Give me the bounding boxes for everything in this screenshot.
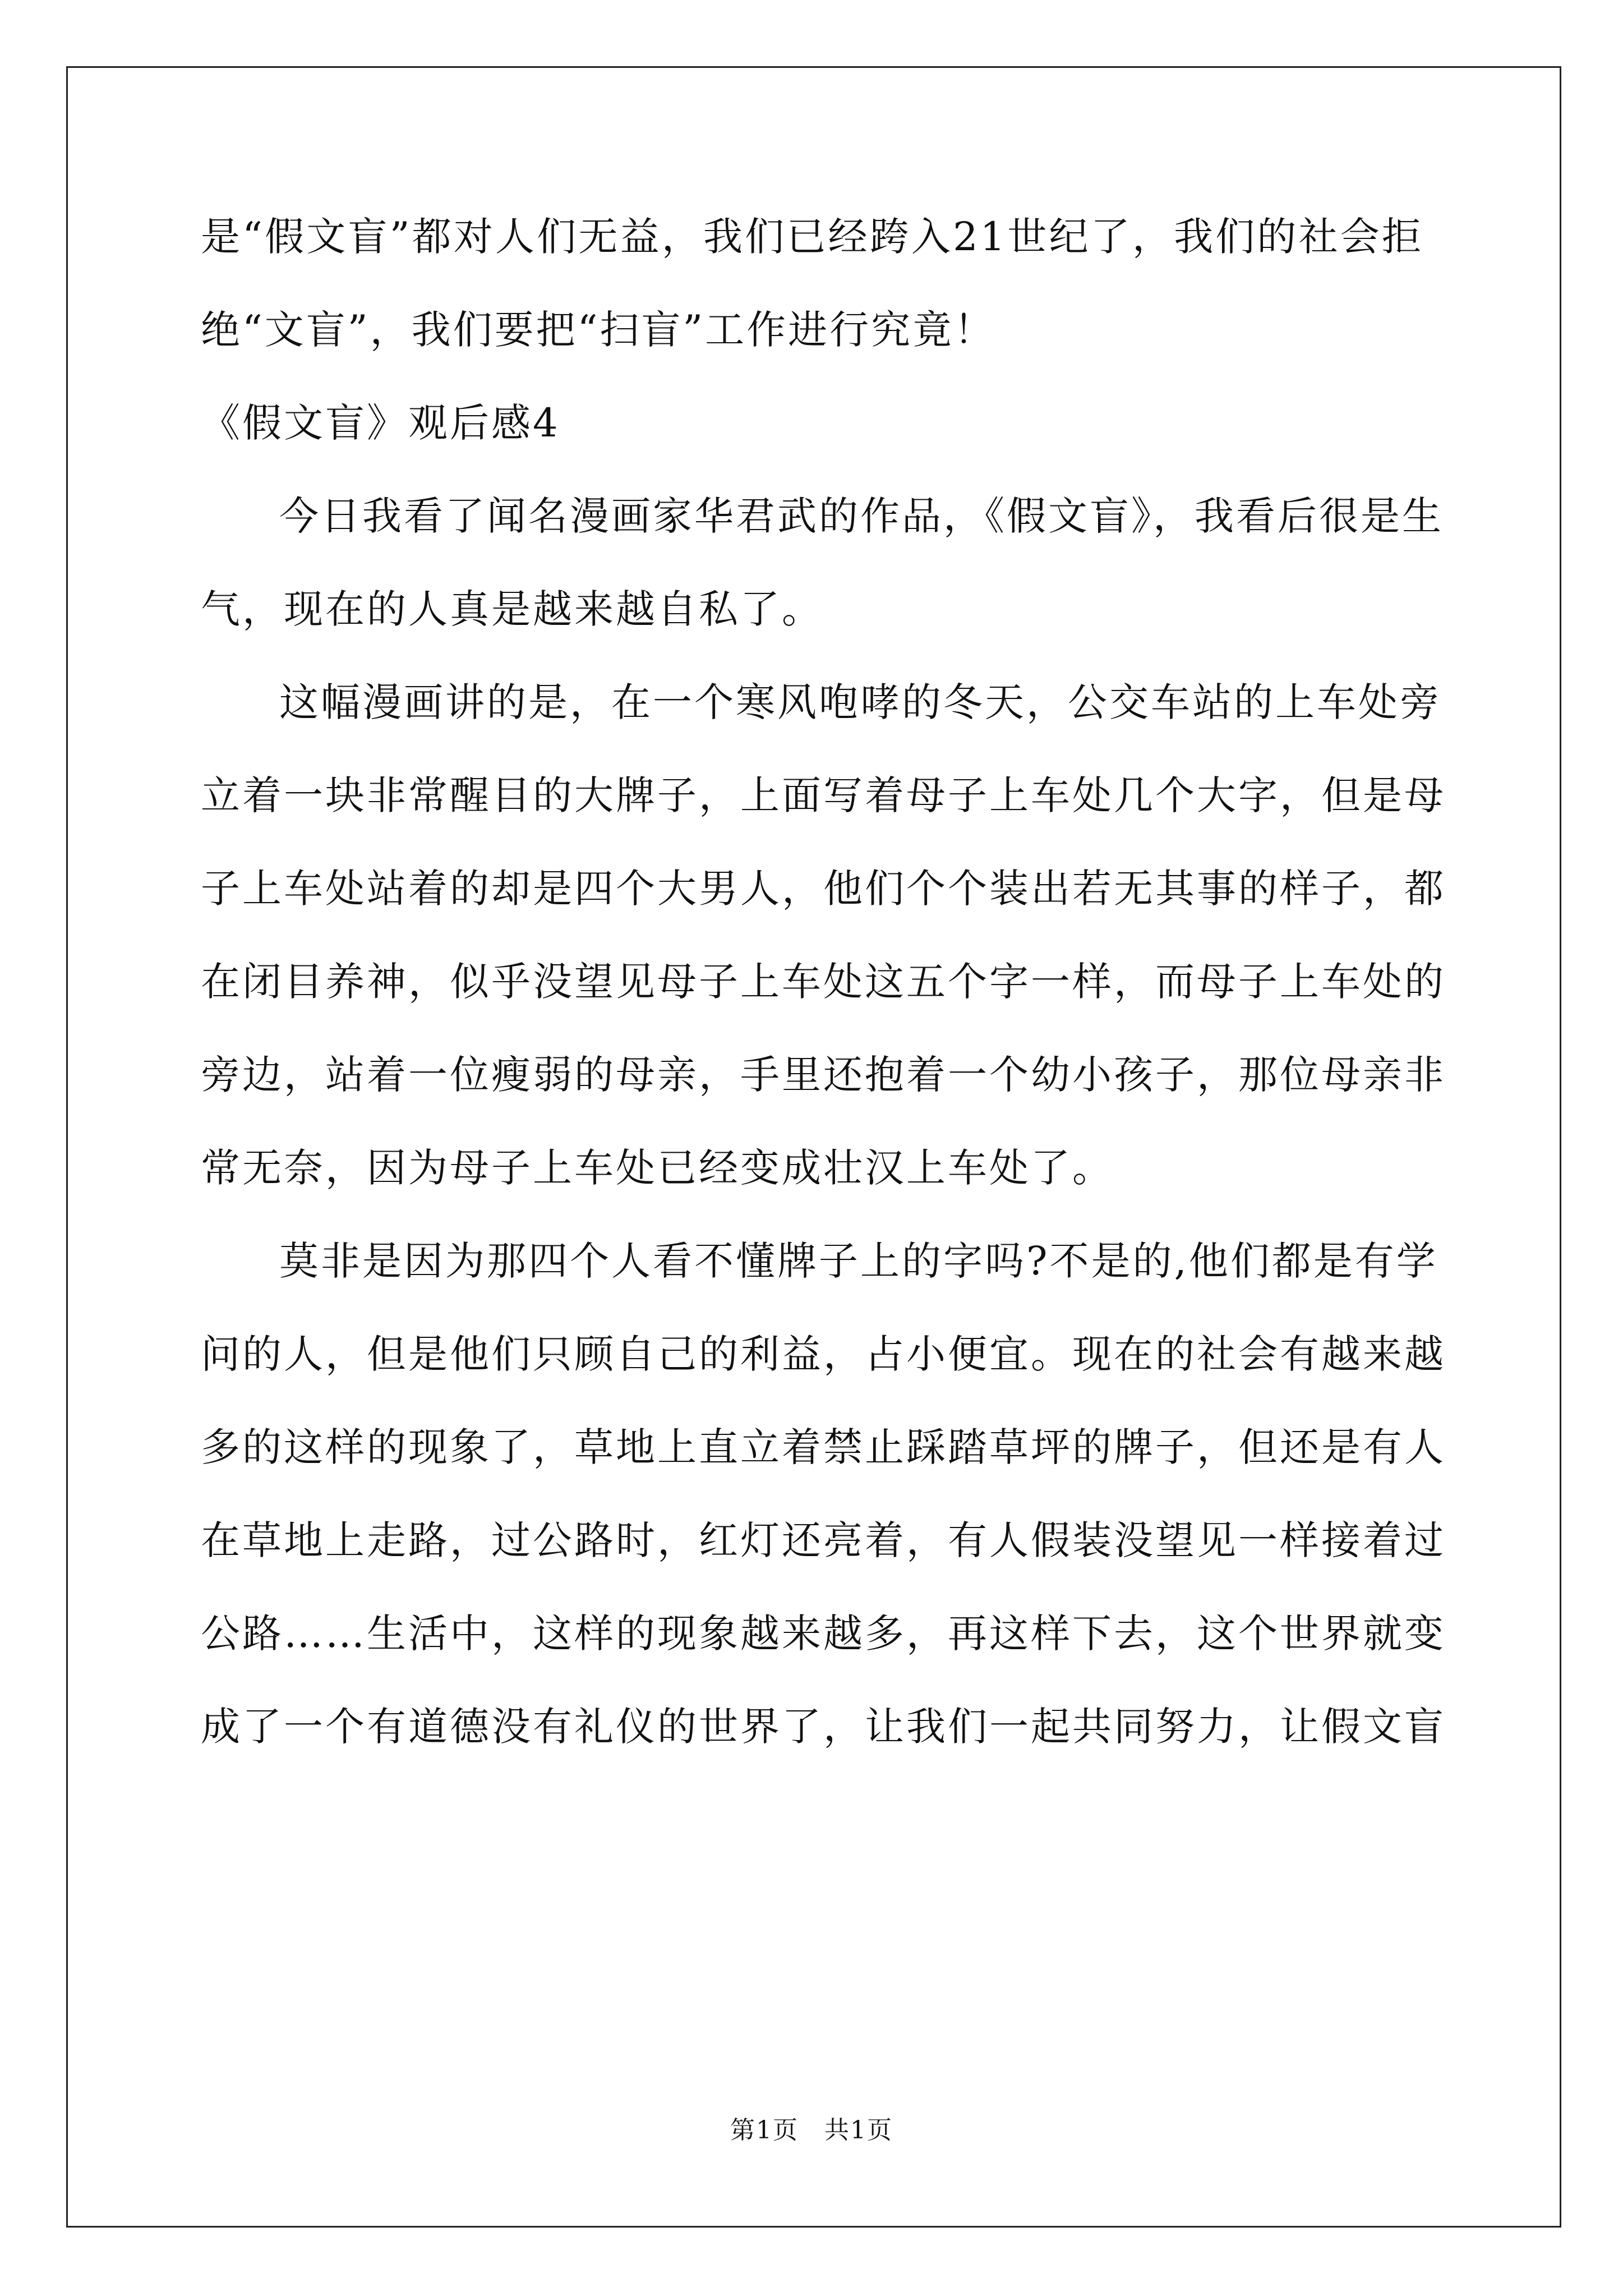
paragraph-line: 常无奈，因为母子上车处已经变成壮汉上车处了。 [201,1145,1114,1191]
paragraph-line: 旁边，站着一位瘦弱的母亲，手里还抱着一个幼小孩子，那位母亲非 [201,1052,1446,1098]
paragraph-line: 问的人，但是他们只顾自己的利益，占小便宜。现在的社会有越来越 [201,1331,1446,1377]
paragraph-line: 成了一个有道德没有礼仪的世界了，让我们一起共同努力，让假文盲 [201,1704,1446,1750]
paragraph-line: 多的这样的现象了，草地上直立着禁止踩踏草坪的牌子，但还是有人 [201,1424,1446,1470]
paragraph-line: 在草地上走路，过公路时，红灯还亮着，有人假装没望见一样接着过 [201,1517,1446,1563]
paragraph-line: 气，现在的人真是越来越自私了。 [201,586,823,632]
paragraph-line: 是“假文盲”都对人们无益，我们已经跨入21世纪了，我们的社会拒 [201,214,1423,260]
paragraph-line: 在闭目养神，似乎没望见母子上车处这五个字一样，而母子上车处的 [201,959,1446,1005]
paragraph-line: 公路……生活中，这样的现象越来越多，再这样下去，这个世界就变 [201,1611,1446,1657]
paragraph-line: 这幅漫画讲的是，在一个寒风咆哮的冬天，公交车站的上车处旁 [279,679,1441,725]
paragraph-line: 今日我看了闻名漫画家华君武的作品，《假文盲》，我看后很是生 [279,493,1444,539]
page-number-footer: 第1页 共1页 [730,2116,893,2145]
section-heading: 《假文盲》观后感4 [201,400,560,446]
paragraph-line: 子上车处站着的却是四个大男人，他们个个装出若无其事的样子，都 [201,866,1446,912]
paragraph-line: 莫非是因为那四个人看不懂牌子上的字吗?不是的,他们都是有学 [279,1238,1438,1284]
paragraph-line: 立着一块非常醒目的大牌子，上面写着母子上车处几个大字，但是母 [201,772,1446,818]
paragraph-line: 绝“文盲”，我们要把“扫盲”工作进行究竟！ [201,307,996,353]
